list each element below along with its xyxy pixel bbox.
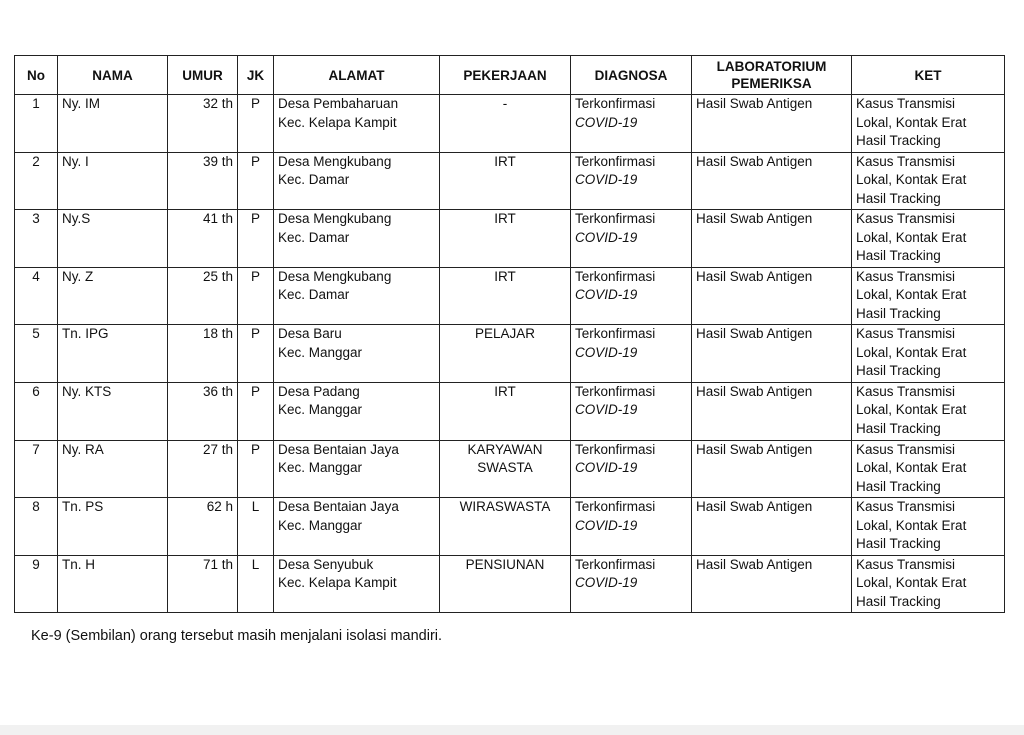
cell-line: IRT: [494, 268, 516, 284]
cell-pekerjaan: [440, 210, 571, 268]
cell-line: KARYAWAN: [467, 441, 543, 457]
cell-line: Terkonfirmasi: [575, 499, 656, 515]
header-row: [15, 56, 1005, 95]
cell-no: 5: [15, 325, 58, 383]
cell-line: IRT: [494, 383, 516, 399]
cell-jk: P: [238, 210, 274, 268]
header-ket: KET: [852, 56, 1005, 95]
cell-no: 8: [15, 498, 58, 556]
cell-laboratorium: Hasil Swab Antigen: [692, 267, 852, 325]
cell-nama: Ny. Z: [58, 267, 168, 325]
cell-pekerjaan: [440, 267, 571, 325]
cell-jk: P: [238, 325, 274, 383]
cell-line: COVID-19: [575, 402, 638, 418]
cell-diagnosa: [571, 152, 692, 210]
cell-pekerjaan: [440, 325, 571, 383]
cell-line: Kec. Damar: [278, 287, 350, 303]
table-row: [15, 152, 1005, 210]
cell-line: Terkonfirmasi: [575, 441, 656, 457]
cell-ket: [852, 152, 1005, 210]
header-laboratorium: LABORATORIUM PEMERIKSA: [692, 56, 852, 95]
cell-line: Kasus Transmisi: [856, 383, 956, 399]
cell-alamat: [274, 555, 440, 613]
cell-no: 2: [15, 152, 58, 210]
cell-line: Terkonfirmasi: [575, 326, 656, 342]
cell-laboratorium: Hasil Swab Antigen: [692, 382, 852, 440]
cell-ket: [852, 267, 1005, 325]
cell-pekerjaan: [440, 498, 571, 556]
cell-alamat: [274, 325, 440, 383]
cell-line: Terkonfirmasi: [575, 383, 656, 399]
cell-line: Kec. Manggar: [278, 460, 363, 476]
cell-line: Kec. Damar: [278, 229, 350, 245]
table-row: [15, 325, 1005, 383]
header-umur: UMUR: [168, 56, 238, 95]
header-jk: JK: [238, 56, 274, 95]
cell-line: Terkonfirmasi: [575, 96, 656, 111]
cell-jk: P: [238, 267, 274, 325]
cell-line: Hasil Tracking: [856, 305, 941, 321]
cell-line: WIRASWASTA: [459, 499, 551, 515]
cell-umur: 36 th: [168, 382, 238, 440]
cell-line: COVID-19: [575, 460, 638, 476]
cell-no: 6: [15, 382, 58, 440]
cell-nama: Ny. IM: [58, 95, 168, 153]
cell-laboratorium: Hasil Swab Antigen: [692, 555, 852, 613]
cell-line: Lokal, Kontak Erat: [856, 114, 967, 130]
cell-ket: [852, 555, 1005, 613]
cell-line: Terkonfirmasi: [575, 268, 656, 284]
cell-diagnosa: [571, 325, 692, 383]
cell-umur: 32 th: [168, 95, 238, 153]
cell-no: 7: [15, 440, 58, 498]
cell-line: Hasil Tracking: [856, 593, 941, 609]
cell-alamat: [274, 382, 440, 440]
cell-line: Terkonfirmasi: [575, 153, 656, 169]
cell-laboratorium: Hasil Swab Antigen: [692, 498, 852, 556]
cell-laboratorium: Hasil Swab Antigen: [692, 152, 852, 210]
cell-line: COVID-19: [575, 287, 638, 303]
cell-diagnosa: [571, 440, 692, 498]
cell-alamat: [274, 152, 440, 210]
table-body: [15, 95, 1005, 613]
cell-ket: [852, 95, 1005, 153]
cell-diagnosa: [571, 555, 692, 613]
cell-nama: Tn. PS: [58, 498, 168, 556]
cell-line: SWASTA: [477, 460, 533, 476]
cell-pekerjaan: [440, 440, 571, 498]
cell-line: COVID-19: [575, 575, 638, 591]
cell-line: Hasil Tracking: [856, 363, 941, 379]
cell-line: Kasus Transmisi: [856, 153, 956, 169]
cell-line: Terkonfirmasi: [575, 211, 656, 227]
cell-line: COVID-19: [575, 114, 638, 130]
cell-line: Terkonfirmasi: [575, 556, 656, 572]
cell-line: Kasus Transmisi: [856, 268, 956, 284]
header-alamat: ALAMAT: [274, 56, 440, 95]
cell-line: Hasil Tracking: [856, 478, 941, 494]
cell-pekerjaan: [440, 152, 571, 210]
cell-line: Kasus Transmisi: [856, 96, 956, 111]
cell-laboratorium: Hasil Swab Antigen: [692, 210, 852, 268]
cell-ket: [852, 498, 1005, 556]
cell-no: 4: [15, 267, 58, 325]
cell-line: Kec. Manggar: [278, 517, 363, 533]
cell-jk: P: [238, 95, 274, 153]
cell-umur: 41 th: [168, 210, 238, 268]
cell-jk: P: [238, 152, 274, 210]
cell-umur: 27 th: [168, 440, 238, 498]
cell-laboratorium: Hasil Swab Antigen: [692, 95, 852, 153]
cell-ket: [852, 325, 1005, 383]
header-nama: NAMA: [58, 56, 168, 95]
cell-laboratorium: Hasil Swab Antigen: [692, 440, 852, 498]
footer-note: Ke-9 (Sembilan) orang tersebut masih menjalani isolasi mandiri.: [31, 628, 443, 644]
cell-line: COVID-19: [575, 344, 638, 360]
cell-line: Lokal, Kontak Erat: [856, 172, 967, 188]
cell-jk: L: [238, 555, 274, 613]
cell-pekerjaan: [440, 95, 571, 153]
table-row: [15, 382, 1005, 440]
cell-alamat: [274, 95, 440, 153]
cell-laboratorium: Hasil Swab Antigen: [692, 325, 852, 383]
cell-line: -: [502, 96, 508, 111]
cell-line: COVID-19: [575, 517, 638, 533]
cell-line: IRT: [494, 153, 516, 169]
cell-ket: [852, 440, 1005, 498]
cell-line: Lokal, Kontak Erat: [856, 575, 967, 591]
cell-line: Hasil Tracking: [856, 248, 941, 264]
header-pekerjaan: PEKERJAAN: [440, 56, 571, 95]
cell-diagnosa: [571, 210, 692, 268]
cell-umur: 18 th: [168, 325, 238, 383]
cell-pekerjaan: [440, 555, 571, 613]
cell-line: Kasus Transmisi: [856, 326, 956, 342]
cell-ket: [852, 210, 1005, 268]
cell-line: Desa Bentaian Jaya: [278, 441, 399, 457]
cell-line: Hasil Tracking: [856, 420, 941, 436]
cell-line: Lokal, Kontak Erat: [856, 344, 967, 360]
cell-jk: P: [238, 440, 274, 498]
cell-line: Desa Mengkubang: [278, 211, 392, 227]
table-row: [15, 95, 1005, 153]
cell-pekerjaan: [440, 382, 571, 440]
cell-no: 9: [15, 555, 58, 613]
cell-line: Desa Mengkubang: [278, 153, 392, 169]
cell-jk: P: [238, 382, 274, 440]
header-no: No: [15, 56, 58, 95]
cell-line: Kasus Transmisi: [856, 499, 956, 515]
patient-table: [14, 55, 1005, 613]
cell-jk: L: [238, 498, 274, 556]
cell-line: Hasil Tracking: [856, 133, 941, 148]
cell-umur: 39 th: [168, 152, 238, 210]
bottom-band: [0, 725, 1024, 735]
cell-line: Desa Senyubuk: [278, 556, 374, 572]
table-row: [15, 555, 1005, 613]
cell-line: Kasus Transmisi: [856, 441, 956, 457]
table-row: [15, 498, 1005, 556]
cell-nama: Ny.S: [58, 210, 168, 268]
cell-line: Kec. Kelapa Kampit: [278, 575, 397, 591]
cell-diagnosa: [571, 95, 692, 153]
cell-umur: 71 th: [168, 555, 238, 613]
table-header: [15, 56, 1005, 95]
cell-line: IRT: [494, 211, 516, 227]
cell-ket: [852, 382, 1005, 440]
cell-no: 3: [15, 210, 58, 268]
cell-line: Hasil Tracking: [856, 536, 941, 552]
cell-diagnosa: [571, 382, 692, 440]
cell-line: PENSIUNAN: [465, 556, 545, 572]
cell-line: Lokal, Kontak Erat: [856, 287, 967, 303]
cell-no: 1: [15, 95, 58, 153]
cell-diagnosa: [571, 267, 692, 325]
cell-line: Desa Mengkubang: [278, 268, 392, 284]
cell-alamat: [274, 267, 440, 325]
cell-diagnosa: [571, 498, 692, 556]
cell-line: COVID-19: [575, 172, 638, 188]
cell-umur: 62 h: [168, 498, 238, 556]
cell-line: Kasus Transmisi: [856, 556, 956, 572]
cell-alamat: [274, 210, 440, 268]
cell-line: Kec. Kelapa Kampit: [278, 114, 397, 130]
cell-nama: Ny. KTS: [58, 382, 168, 440]
table-row: [15, 440, 1005, 498]
header-diagnosa: DIAGNOSA: [571, 56, 692, 95]
cell-alamat: [274, 498, 440, 556]
cell-alamat: [274, 440, 440, 498]
cell-line: Kec. Manggar: [278, 344, 363, 360]
table-row: [15, 267, 1005, 325]
table-row: [15, 210, 1005, 268]
cell-line: Kec. Damar: [278, 172, 350, 188]
cell-line: Desa Pembaharuan: [278, 96, 399, 111]
cell-umur: 25 th: [168, 267, 238, 325]
cell-line: PELAJAR: [474, 326, 536, 342]
cell-nama: Ny. RA: [58, 440, 168, 498]
cell-nama: Tn. IPG: [58, 325, 168, 383]
cell-line: Desa Baru: [278, 326, 342, 342]
cell-line: Desa Bentaian Jaya: [278, 499, 399, 515]
cell-line: Lokal, Kontak Erat: [856, 460, 967, 476]
cell-line: Kasus Transmisi: [856, 211, 956, 227]
cell-nama: Tn. H: [58, 555, 168, 613]
cell-nama: Ny. I: [58, 152, 168, 210]
cell-line: Lokal, Kontak Erat: [856, 229, 967, 245]
cell-line: Desa Padang: [278, 383, 360, 399]
cell-line: Kec. Manggar: [278, 402, 363, 418]
cell-line: COVID-19: [575, 229, 638, 245]
cell-line: Hasil Tracking: [856, 190, 941, 206]
cell-line: Lokal, Kontak Erat: [856, 517, 967, 533]
cell-line: Lokal, Kontak Erat: [856, 402, 967, 418]
